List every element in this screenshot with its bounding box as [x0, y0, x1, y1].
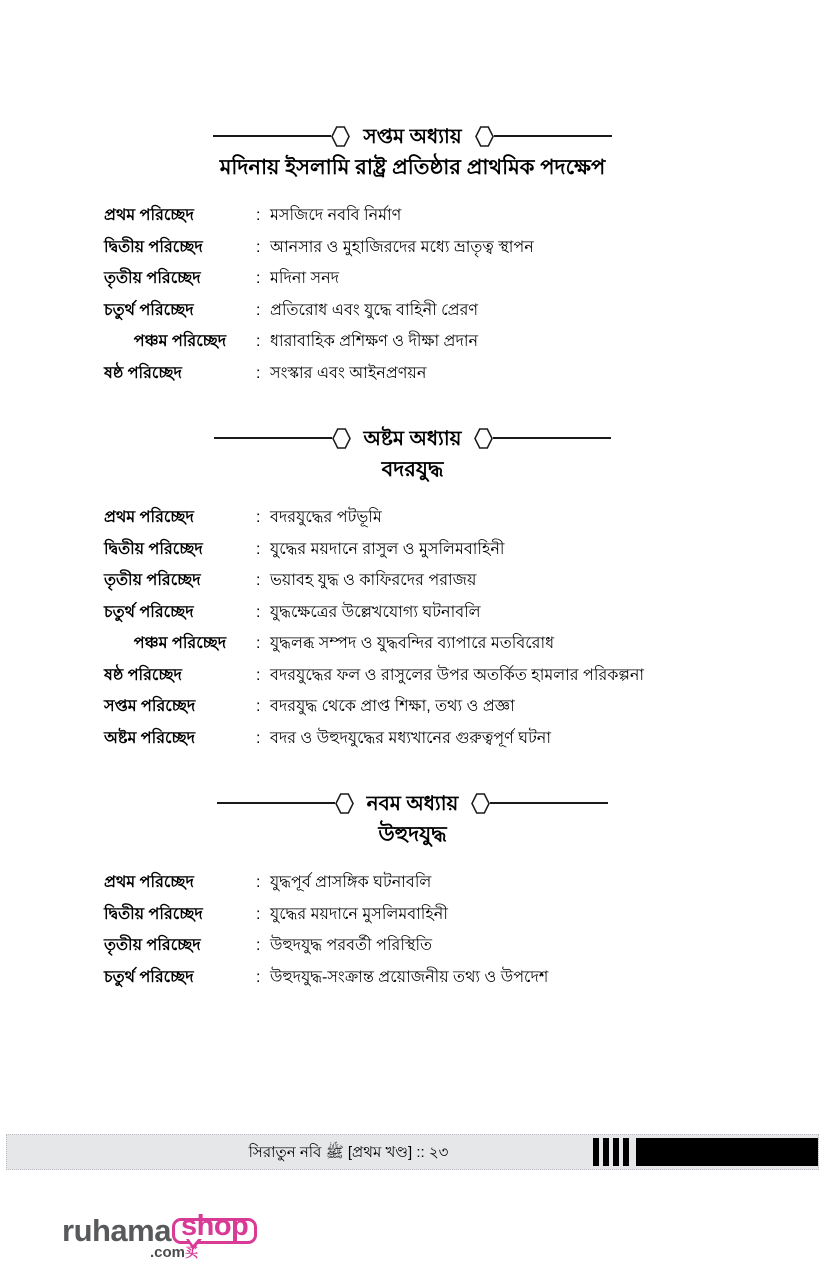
- barcode-bar: [603, 1138, 609, 1166]
- chapter-label-9: নবম অধ্যায়: [366, 793, 459, 815]
- section-colon: :: [256, 333, 261, 350]
- logo-shop-bubble: [172, 1212, 257, 1241]
- section-colon: :: [256, 937, 261, 954]
- section-row: [104, 536, 785, 568]
- page-footer: [6, 1134, 819, 1170]
- section-colon: :: [256, 509, 261, 526]
- rule-line-right: [490, 802, 608, 804]
- section-text: আনসার ও মুহাজিরদের মধ্যে ভ্রাতৃত্ব স্থাপন: [270, 238, 534, 256]
- section-label: প্রথম পরিচ্ছেদ: [104, 207, 194, 224]
- section-row: [104, 265, 785, 297]
- section-list-7: [104, 202, 785, 391]
- hexagon-icon: [474, 428, 493, 449]
- section-text: সংস্কার এবং আইনপ্রণয়ন: [270, 364, 427, 382]
- section-row: [104, 567, 785, 599]
- chapter-rule-9: [0, 789, 825, 817]
- logo-domain-suffix: 买: [185, 1245, 199, 1260]
- section-text: যুদ্ধপূর্ব প্রাসঙ্গিক ঘটনাবলি: [270, 874, 432, 891]
- section-text: প্রতিরোধ এবং যুদ্ধে বাহিনী প্রেরণ: [270, 301, 479, 319]
- barcode-bar: [593, 1138, 599, 1166]
- section-colon: :: [256, 603, 261, 621]
- section-label: তৃতীয় পরিচ্ছেদ: [104, 572, 201, 589]
- section-text: ধারাবাহিক প্রশিক্ষণ ও দীক্ষা প্রদান: [270, 333, 479, 350]
- section-label: চতুর্থ পরিচ্ছেদ: [104, 301, 194, 319]
- section-label: পঞ্চম পরিচ্ছেদ: [133, 635, 227, 652]
- chapter-block-9: [0, 789, 825, 848]
- section-row: [104, 725, 785, 757]
- section-row: [104, 599, 785, 631]
- chapter-block-7: [0, 122, 825, 181]
- section-colon: :: [256, 666, 261, 684]
- ruhamashop-logo: [62, 1212, 257, 1264]
- section-label: চতুর্থ পরিচ্ছেদ: [104, 968, 194, 986]
- section-row: [104, 869, 785, 901]
- section-row: [104, 901, 785, 933]
- chapter-label-8: অষ্টম অধ্যায়: [363, 428, 462, 450]
- section-row: [104, 964, 785, 996]
- chapter-label-7: সপ্তম অধ্যায়: [363, 126, 462, 148]
- section-label: প্রথম পরিচ্ছেদ: [104, 509, 194, 526]
- section-text: উহুদযুদ্ধ-সংক্রান্ত প্রয়োজনীয় তথ্য ও উপদেশ: [270, 968, 549, 986]
- section-text: যুদ্ধের ময়দানে রাসুল ও মুসলিমবাহিনী: [270, 540, 505, 558]
- logo-word-shop: shop: [180, 1210, 249, 1242]
- section-list-8: [104, 504, 785, 756]
- section-label: দ্বিতীয় পরিচ্ছেদ: [104, 540, 203, 558]
- section-colon: :: [256, 874, 261, 891]
- section-row: [104, 328, 785, 360]
- chapter-block-8: [0, 424, 825, 483]
- rule-line-left: [214, 437, 332, 439]
- rule-line-right: [493, 437, 611, 439]
- section-label: সপ্তম পরিচ্ছেদ: [104, 698, 196, 715]
- section-row: [104, 234, 785, 266]
- section-colon: :: [256, 698, 261, 715]
- section-colon: :: [256, 364, 261, 382]
- bubble-tail-inner-icon: [188, 1238, 199, 1245]
- footer-text: সিরাতুন নবি ﷺ [প্রথম খণ্ড] :: ২৩: [248, 1143, 449, 1161]
- section-text: উহুদযুদ্ধ পরবর্তী পরিস্থিতি: [270, 937, 433, 954]
- section-colon: :: [256, 238, 261, 256]
- section-row: [104, 202, 785, 234]
- section-text: যুদ্ধের ময়দানে মুসলিমবাহিনী: [270, 905, 448, 923]
- section-colon: :: [256, 540, 261, 558]
- section-text: যুদ্ধক্ষেত্রের উল্লেখযোগ্য ঘটনাবলি: [270, 603, 481, 621]
- hexagon-icon: [471, 793, 490, 814]
- section-colon: :: [256, 905, 261, 923]
- chapter-title-7: মদিনায় ইসলামি রাষ্ট্র প্রতিষ্ঠার প্রাথমিক পদক্ষেপ: [219, 156, 606, 179]
- section-label: দ্বিতীয় পরিচ্ছেদ: [104, 905, 203, 923]
- section-label: ষষ্ঠ পরিচ্ছেদ: [104, 666, 182, 684]
- hexagon-icon: [331, 126, 350, 147]
- logo-domain-name: com: [154, 1244, 186, 1261]
- section-colon: :: [256, 635, 261, 652]
- section-list-9: [104, 869, 785, 995]
- section-text: বদরযুদ্ধের পটভূমি: [270, 509, 382, 526]
- section-row: [104, 662, 785, 694]
- chapter-rule-7: [0, 122, 825, 150]
- logo-word-ruhama: ruhama: [62, 1213, 171, 1248]
- section-label: তৃতীয় পরিচ্ছেদ: [104, 937, 201, 954]
- barcode-bar: [613, 1138, 619, 1166]
- section-colon: :: [256, 968, 261, 986]
- barcode-graphic: [593, 1138, 818, 1166]
- logo-shop-box: [172, 1210, 257, 1244]
- hexagon-icon: [335, 793, 354, 814]
- section-text: মসজিদে নববি নির্মাণ: [270, 207, 402, 224]
- rule-line-left: [217, 802, 335, 804]
- section-row: [104, 504, 785, 536]
- rule-line-left: [213, 135, 331, 137]
- section-text: যুদ্ধলব্ধ সম্পদ ও যুদ্ধবন্দির ব্যাপারে মতবিরোধ: [270, 635, 555, 652]
- logo-domain-text: .: [150, 1244, 155, 1261]
- section-label: অষ্টম পরিচ্ছেদ: [104, 729, 195, 747]
- section-text: বদরযুদ্ধের ফল ও রাসুলের উপর অতর্কিত হামলার পরিকল্পনা: [270, 666, 645, 684]
- section-label: ষষ্ঠ পরিচ্ছেদ: [104, 364, 182, 382]
- logo-domain: [150, 1245, 198, 1260]
- chapter-title-9: উহুদযুদ্ধ: [378, 823, 447, 846]
- section-text: ভয়াবহ যুদ্ধ ও কাফিরদের পরাজয়: [270, 572, 477, 589]
- section-colon: :: [256, 729, 261, 747]
- section-label: প্রথম পরিচ্ছেদ: [104, 874, 194, 891]
- section-text: বদরযুদ্ধ থেকে প্রাপ্ত শিক্ষা, তথ্য ও প্রজ্ঞা: [270, 698, 515, 715]
- hexagon-icon: [332, 428, 351, 449]
- section-label: তৃতীয় পরিচ্ছেদ: [104, 270, 201, 287]
- barcode-bar: [623, 1138, 629, 1166]
- chapter-title-8: বদরযুদ্ধ: [381, 458, 444, 481]
- section-row: [104, 932, 785, 964]
- rule-line-right: [494, 135, 612, 137]
- section-text: বদর ও উহুদযুদ্ধের মধ্যখানের গুরুত্বপূর্ণ ঘটনা: [270, 729, 551, 747]
- section-row: [104, 630, 785, 662]
- section-label: চতুর্থ পরিচ্ছেদ: [104, 603, 194, 621]
- section-row: [104, 360, 785, 392]
- hexagon-icon: [475, 126, 494, 147]
- chapter-rule-8: [0, 424, 825, 452]
- section-label: পঞ্চম পরিচ্ছেদ: [133, 333, 227, 350]
- section-colon: :: [256, 270, 261, 287]
- section-row: [104, 297, 785, 329]
- section-text: মদিনা সনদ: [270, 270, 340, 287]
- section-row: [104, 693, 785, 725]
- section-colon: :: [256, 301, 261, 319]
- section-colon: :: [256, 572, 261, 589]
- section-label: দ্বিতীয় পরিচ্ছেদ: [104, 238, 203, 256]
- section-colon: :: [256, 207, 261, 224]
- barcode-block: [636, 1138, 818, 1166]
